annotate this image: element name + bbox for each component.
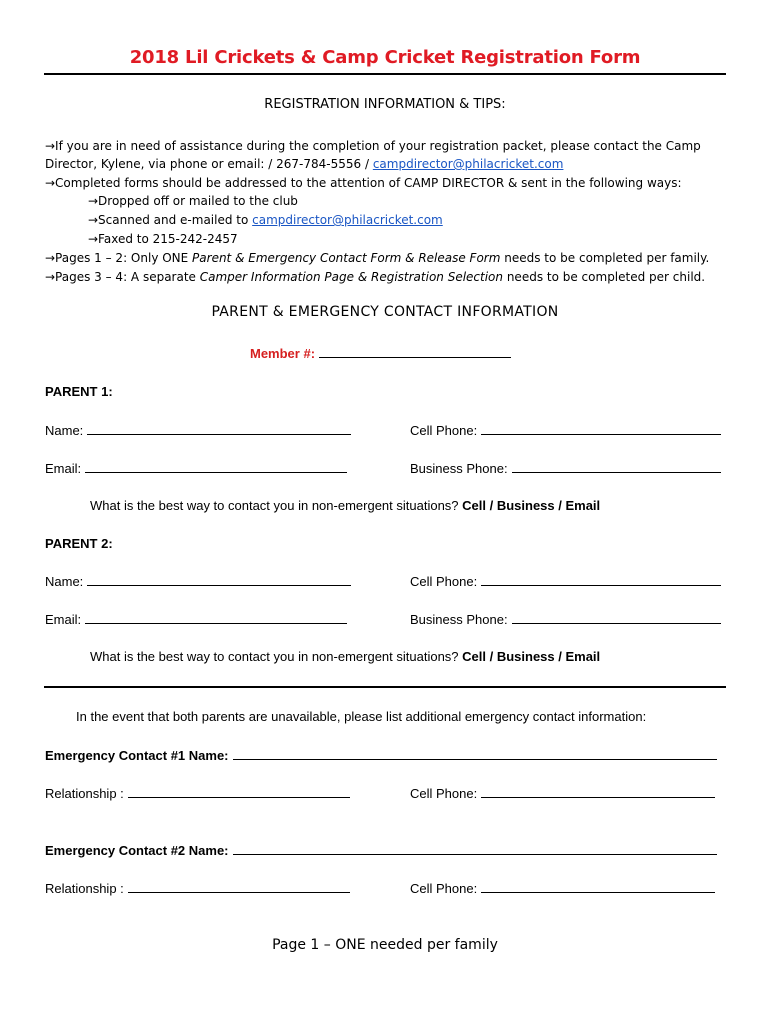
emergency1-cell-row — [410, 785, 715, 801]
parent1-heading: PARENT 1: — [45, 384, 113, 399]
tip-line-3: →Completed forms should be addressed to the attention of CAMP DIRECTOR & sent in the following ways: — [45, 176, 682, 190]
emergency2-relationship-row — [45, 880, 350, 896]
emergency2-cell-field[interactable] — [481, 880, 715, 893]
parent1-cell-row — [410, 422, 721, 438]
parent2-contact-options[interactable]: Cell / Business / Email — [462, 649, 601, 664]
emergency-intro: In the event that both parents are unavailable, please list additional emergency contact information: — [76, 709, 647, 724]
parent2-cell-label: Cell Phone: — [410, 574, 478, 589]
tip-line-5-text: →Scanned and e-mailed to — [88, 213, 253, 227]
tip-line-2-text: Director, Kylene, via phone or email: / 267-784-5556 / — [45, 157, 373, 171]
parent2-contact-preference — [90, 649, 600, 664]
parent2-name-label: Name: — [45, 574, 84, 589]
tip-line-8-b: needs to be completed per child. — [503, 270, 706, 284]
emergency1-name-row — [45, 747, 717, 763]
page-footer: Page 1 – ONE needed per family — [272, 937, 498, 953]
section-divider — [44, 686, 726, 688]
tip-line-2 — [45, 155, 563, 173]
parent1-name-field[interactable] — [87, 422, 351, 435]
member-number-label: Member #: — [250, 346, 316, 361]
parent2-business-field[interactable] — [512, 611, 721, 624]
emergency1-relationship-row — [45, 785, 350, 801]
parent1-email-field[interactable] — [85, 460, 347, 473]
tip-line-1: →If you are in need of assistance during the completion of your registration packet, please contact the Camp — [45, 139, 701, 153]
emergency2-name-row — [45, 842, 717, 858]
parent1-contact-options[interactable]: Cell / Business / Email — [462, 498, 601, 513]
parent2-heading: PARENT 2: — [45, 536, 113, 551]
parent1-cell-field[interactable] — [481, 422, 721, 435]
camp-director-email-link[interactable]: campdirector@philacricket.com — [372, 157, 564, 171]
section-title: PARENT & EMERGENCY CONTACT INFORMATION — [211, 304, 559, 320]
parent1-business-row — [410, 460, 721, 476]
parent2-name-row — [45, 573, 351, 589]
tips-heading: REGISTRATION INFORMATION & TIPS: — [264, 97, 506, 112]
member-number-row — [250, 345, 511, 361]
parent1-name-row — [45, 422, 351, 438]
tip-line-5 — [88, 211, 443, 229]
member-number-field[interactable] — [319, 345, 511, 358]
emergency1-cell-field[interactable] — [481, 785, 715, 798]
tip-line-4: →Dropped off or mailed to the club — [88, 194, 298, 208]
tip-line-6: →Faxed to 215-242-2457 — [88, 232, 238, 246]
parent2-cell-field[interactable] — [481, 573, 721, 586]
parent2-business-row — [410, 611, 721, 627]
emergency2-relationship-label: Relationship : — [45, 881, 124, 896]
parent1-cell-label: Cell Phone: — [410, 423, 478, 438]
parent2-email-row — [45, 611, 347, 627]
emergency1-relationship-label: Relationship : — [45, 786, 124, 801]
parent2-email-label: Email: — [45, 612, 82, 627]
parent2-name-field[interactable] — [87, 573, 351, 586]
tip-line-8-em: Camper Information Page & Registration Selection — [199, 270, 504, 284]
parent2-cell-row — [410, 573, 721, 589]
emergency2-cell-label: Cell Phone: — [410, 881, 478, 896]
title-divider — [44, 73, 726, 75]
form-title: 2018 Lil Crickets & Camp Cricket Registration Form — [129, 47, 641, 68]
tip-line-8-a: →Pages 3 – 4: A separate — [45, 270, 200, 284]
parent1-email-row — [45, 460, 347, 476]
emergency2-name-field[interactable] — [233, 842, 717, 855]
tip-line-7 — [45, 249, 709, 267]
emergency2-name-label: Emergency Contact #2 Name: — [45, 843, 229, 858]
emergency1-name-field[interactable] — [233, 747, 717, 760]
emergency2-cell-row — [410, 880, 715, 896]
parent1-contact-preference — [90, 498, 600, 513]
parent1-business-field[interactable] — [512, 460, 721, 473]
parent2-email-field[interactable] — [85, 611, 347, 624]
parent2-contact-question: What is the best way to contact you in non-emergent situations? — [90, 649, 463, 664]
parent1-name-label: Name: — [45, 423, 84, 438]
parent2-business-label: Business Phone: — [410, 612, 508, 627]
parent1-business-label: Business Phone: — [410, 461, 508, 476]
emergency2-relationship-field[interactable] — [128, 880, 350, 893]
tip-line-7-a: →Pages 1 – 2: Only ONE — [45, 251, 193, 265]
parent1-contact-question: What is the best way to contact you in non-emergent situations? — [90, 498, 463, 513]
tip-line-7-b: needs to be completed per family. — [500, 251, 710, 265]
emergency1-name-label: Emergency Contact #1 Name: — [45, 748, 229, 763]
tip-line-8 — [45, 268, 705, 286]
emergency1-relationship-field[interactable] — [128, 785, 350, 798]
scanned-email-link[interactable]: campdirector@philacricket.com — [252, 213, 443, 227]
emergency1-cell-label: Cell Phone: — [410, 786, 478, 801]
parent1-email-label: Email: — [45, 461, 82, 476]
tip-line-7-em: Parent & Emergency Contact Form & Release Form — [192, 251, 501, 265]
